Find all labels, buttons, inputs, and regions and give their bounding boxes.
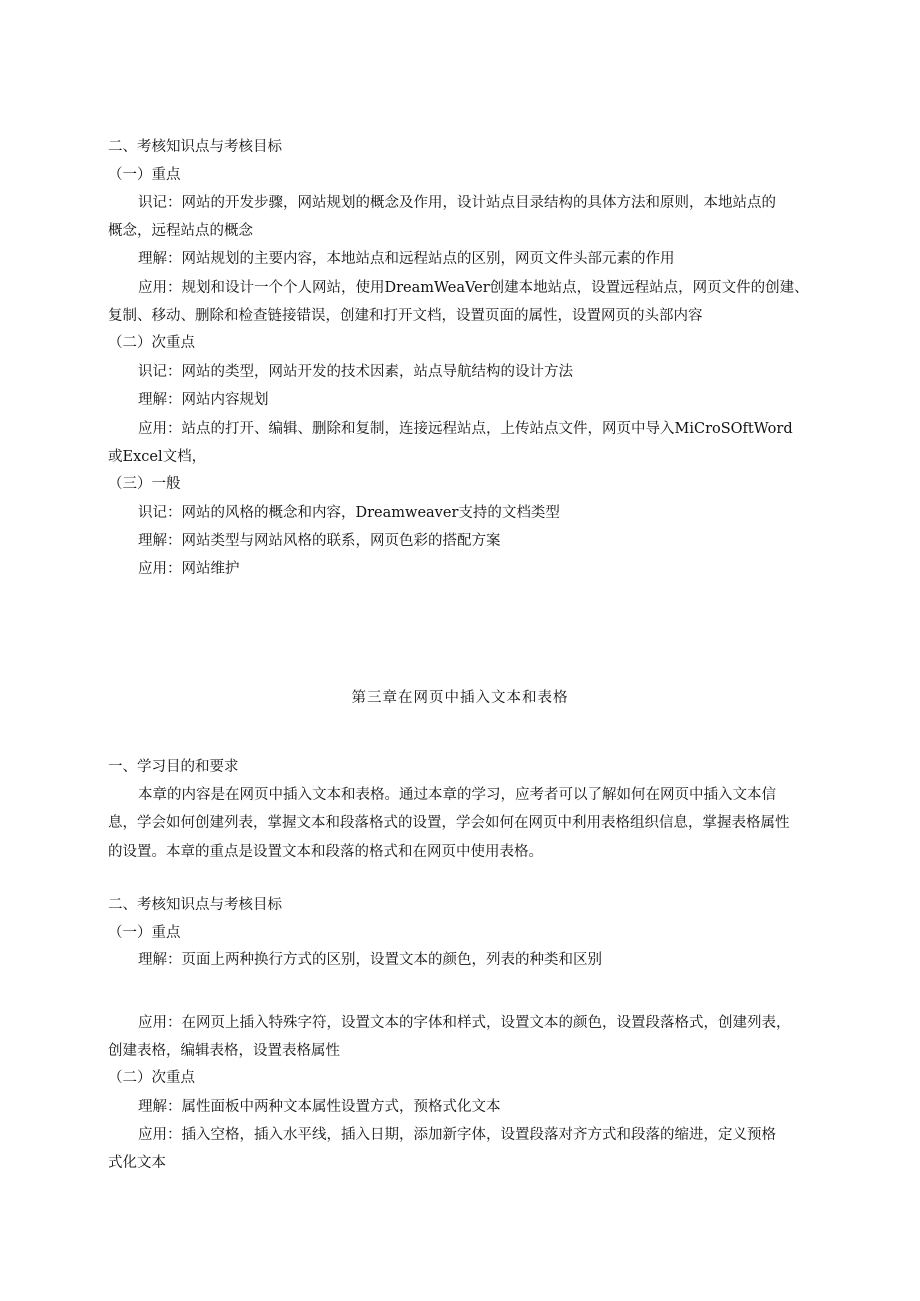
paragraph-recognize: 识记：网站的风格的概念和内容，Dreamweaver支持的文档类型 <box>138 505 560 521</box>
paragraph-understand: 理解：网站规划的主要内容，本地站点和远程站点的区别，网页文件头部元素的作用 <box>138 251 675 267</box>
paragraph-apply-cont: 复制、移动、删除和检查链接错误，创建和打开文档，设置页面的属性，设置网页的头部内容 <box>108 308 703 324</box>
paragraph-apply: 应用：插入空格，插入水平线，插入日期，添加新字体，设置段落对齐方式和段落的缩进，定义预格 <box>138 1127 776 1143</box>
paragraph-recognize-cont: 概念，远程站点的概念 <box>108 223 253 239</box>
intro-paragraph-cont: 的设置。本章的重点是设置文本和段落的格式和在网页中使用表格。 <box>108 844 543 860</box>
paragraph-understand: 理解：网站类型与网站风格的联系，网页色彩的搭配方案 <box>138 533 501 549</box>
paragraph-apply-cont: 或Excel文档， <box>108 449 207 465</box>
paragraph-apply: 应用：网站维护 <box>138 561 240 577</box>
paragraph-apply: 应用：规划和设计一个个人网站，使用DreamWeaVer创建本地站点，设置远程站点，网页文件的创建、 <box>138 280 809 296</box>
subsection-title-general: （三）一般 <box>108 476 181 492</box>
paragraph-apply-cont: 式化文本 <box>108 1155 166 1171</box>
paragraph-apply: 应用：站点的打开、编辑、删除和复制，连接远程站点，上传站点文件，网页中导入MiCroSOftWord <box>138 421 793 437</box>
paragraph-understand: 理解：属性面板中两种文本属性设置方式，预格式化文本 <box>138 1099 501 1115</box>
paragraph-understand: 理解：页面上两种换行方式的区别，设置文本的颜色，列表的种类和区别 <box>138 952 602 968</box>
subsection-title-secondary: （二）次重点 <box>108 1070 195 1086</box>
intro-paragraph-cont: 息，学会如何创建列表，掌握文本和段落格式的设置，学会如何在网页中利用表格组织信息，掌握表格属性 <box>108 815 790 831</box>
section-heading: 二、考核知识点与考核目标 <box>108 897 282 913</box>
paragraph-recognize: 识记：网站的类型，网站开发的技术因素，站点导航结构的设计方法 <box>138 364 573 380</box>
subsection-title-secondary: （二）次重点 <box>108 335 195 351</box>
paragraph-apply-cont: 创建表格，编辑表格，设置表格属性 <box>108 1043 340 1059</box>
section-heading: 二、考核知识点与考核目标 <box>108 139 282 155</box>
chapter-title: 第三章在网页中插入文本和表格 <box>351 690 569 706</box>
paragraph-understand: 理解：网站内容规划 <box>138 392 269 408</box>
intro-paragraph: 本章的内容是在网页中插入文本和表格。通过本章的学习，应考者可以了解如何在网页中插入文本信 <box>138 787 776 803</box>
subsection-title-key: （一）重点 <box>108 167 181 183</box>
subsection-title-key: （一）重点 <box>108 925 181 941</box>
section-heading-goals: 一、学习目的和要求 <box>108 759 239 775</box>
paragraph-recognize: 识记：网站的开发步骤，网站规划的概念及作用，设计站点目录结构的具体方法和原则，本地站点的 <box>138 195 776 211</box>
paragraph-apply: 应用：在网页上插入特殊字符，设置文本的字体和样式，设置文本的颜色，设置段落格式，创建列表， <box>138 1015 791 1031</box>
